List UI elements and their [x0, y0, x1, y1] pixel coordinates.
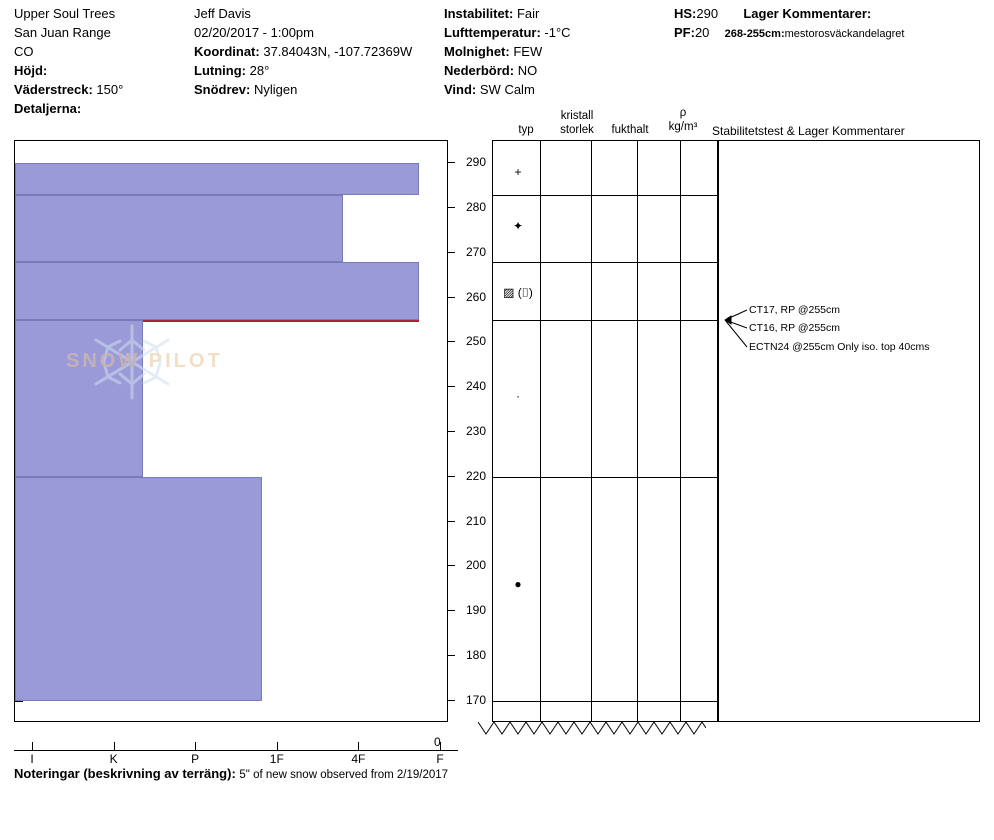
header-column-1: [14, 4, 194, 118]
profile-header: [0, 0, 994, 118]
grid-line: [680, 141, 681, 721]
stability-panel: [718, 140, 980, 722]
depth-axis-label: 170: [465, 692, 486, 707]
hardness-profile-panel: [14, 140, 448, 722]
snowpilot-watermark: [52, 318, 232, 403]
header-row: Nederbörd: NO: [444, 63, 538, 78]
header-row: Lufttemperatur: -1°C: [444, 25, 571, 40]
depth-axis-tick: [448, 162, 455, 163]
grain-type-symbol: ·: [516, 389, 520, 404]
column-header-rho: ρ: [679, 107, 687, 119]
header-column-3: [444, 4, 674, 99]
header-row: Jeff Davis: [194, 6, 251, 21]
depth-axis-tick: [448, 431, 455, 432]
header-row: Snödrev: Nyligen: [194, 82, 298, 97]
depth-zero-label: 0: [434, 735, 441, 749]
stability-leader-lines: [719, 298, 759, 358]
grain-type-symbol: +: [514, 165, 522, 180]
grain-row-divider: [493, 195, 717, 196]
notes-label: Noteringar (beskrivning av terräng):: [14, 766, 236, 781]
hardness-layer-bar: [15, 163, 419, 194]
depth-axis-tick: [448, 655, 455, 656]
depth-axis-label: 180: [465, 647, 486, 662]
hardness-axis-tick: [195, 742, 196, 750]
hardness-axis-tick: [32, 742, 33, 750]
hardness-axis-label: 4F: [351, 752, 366, 766]
header-row: Väderstreck: 150°: [14, 82, 124, 97]
hardness-axis-tick: [358, 742, 359, 750]
hardness-axis-label: P: [191, 752, 200, 766]
hardness-axis-label: K: [109, 752, 118, 766]
watermark-text: SNOW PILOT: [66, 350, 223, 372]
column-header-fukthalt: fukthalt: [611, 124, 649, 136]
depth-axis-tick: [448, 386, 455, 387]
notes-row: [14, 766, 974, 781]
column-header-typ: typ: [518, 124, 534, 136]
depth-axis-label: 200: [465, 558, 486, 573]
depth-axis-tick: [448, 252, 455, 253]
hardness-layer-bar: [15, 195, 343, 262]
depth-axis-label: 240: [465, 379, 486, 394]
header-row: Lutning: 28°: [194, 63, 270, 78]
depth-axis-label: 190: [465, 603, 486, 618]
header-row: Upper Soul Trees: [14, 6, 116, 21]
grain-row-divider: [493, 262, 717, 263]
column-header-kristall: kristall: [560, 110, 594, 122]
depth-axis-tick: [448, 297, 455, 298]
header-row: Molnighet: FEW: [444, 44, 543, 59]
hardness-axis-tick: [277, 742, 278, 750]
snow-profile-plot: [14, 140, 980, 756]
stability-test-label: ECTN24 @255cm Only iso. top 40cms: [749, 341, 930, 354]
header-row: Instabilitet: Fair: [444, 6, 540, 21]
header-row: PF:20 268-255cm:mestorosväckandelagret: [674, 25, 905, 40]
header-row: San Juan Range: [14, 25, 111, 40]
depth-axis-label: 260: [465, 289, 486, 304]
depth-axis-tick: [448, 565, 455, 566]
column-header-storlek: storlek: [560, 124, 594, 136]
header-column-2: [194, 4, 444, 99]
depth-axis-label: 270: [465, 244, 486, 259]
grid-line: [540, 141, 541, 721]
hardness-axis-label: I: [30, 752, 34, 766]
depth-axis-tick: [448, 207, 455, 208]
header-row: Detaljerna:: [14, 101, 82, 116]
depth-axis-tick: [448, 521, 455, 522]
stability-test-label: CT17, RP @255cm: [749, 304, 840, 317]
depth-axis-label: 210: [465, 513, 486, 528]
grain-row-divider: [493, 701, 717, 702]
axis-break-zigzag: [478, 718, 706, 740]
grain-row-divider: [493, 477, 717, 478]
depth-axis: [448, 140, 492, 722]
grain-density-panel: [492, 140, 718, 722]
hardness-axis-tick: [114, 742, 115, 750]
depth-axis-label: 290: [465, 155, 486, 170]
depth-axis-tick: [448, 341, 455, 342]
header-row: 02/20/2017 - 1:00pm: [194, 25, 314, 40]
header-row: Höjd:: [14, 63, 48, 78]
column-header-rho-unit: kg/m³: [668, 121, 698, 133]
header-row: CO: [14, 44, 34, 59]
grain-row-divider: [493, 320, 717, 321]
depth-axis-tick: [448, 476, 455, 477]
grid-line: [637, 141, 638, 721]
hardness-layer-bar: [15, 477, 262, 701]
hardness-axis-line: [14, 750, 458, 751]
column-header-stability: Stabilitetstest & Lager Kommentarer: [712, 124, 905, 138]
hardness-axis-tick: [440, 742, 441, 750]
grid-line: [591, 141, 592, 721]
grain-type-symbol: ▨ (⌷): [503, 285, 533, 300]
depth-axis-tick: [448, 700, 455, 701]
header-row: HS:290 Lager Kommentarer:: [674, 6, 872, 21]
grain-type-symbol: ✦: [512, 219, 524, 234]
depth-axis-label: 250: [465, 334, 486, 349]
header-column-4: [674, 4, 984, 44]
depth-axis-tick: [448, 610, 455, 611]
depth-axis-label: 280: [465, 200, 486, 215]
notes-text: 5" of new snow observed from 2/19/2017: [239, 769, 449, 781]
header-row: Koordinat: 37.84043N, -107.72369W: [194, 44, 413, 59]
depth-axis-label: 230: [465, 424, 486, 438]
grain-type-symbol: ●: [514, 577, 522, 592]
stability-test-label: CT16, RP @255cm: [749, 322, 840, 335]
hardness-layer-bar: [15, 262, 419, 320]
depth-gridline-tick: [15, 701, 23, 702]
hardness-axis-label: 1F: [269, 752, 284, 766]
hardness-axis-label: F: [436, 752, 444, 766]
header-row: Vind: SW Calm: [444, 82, 535, 97]
depth-axis-label: 220: [465, 468, 486, 483]
